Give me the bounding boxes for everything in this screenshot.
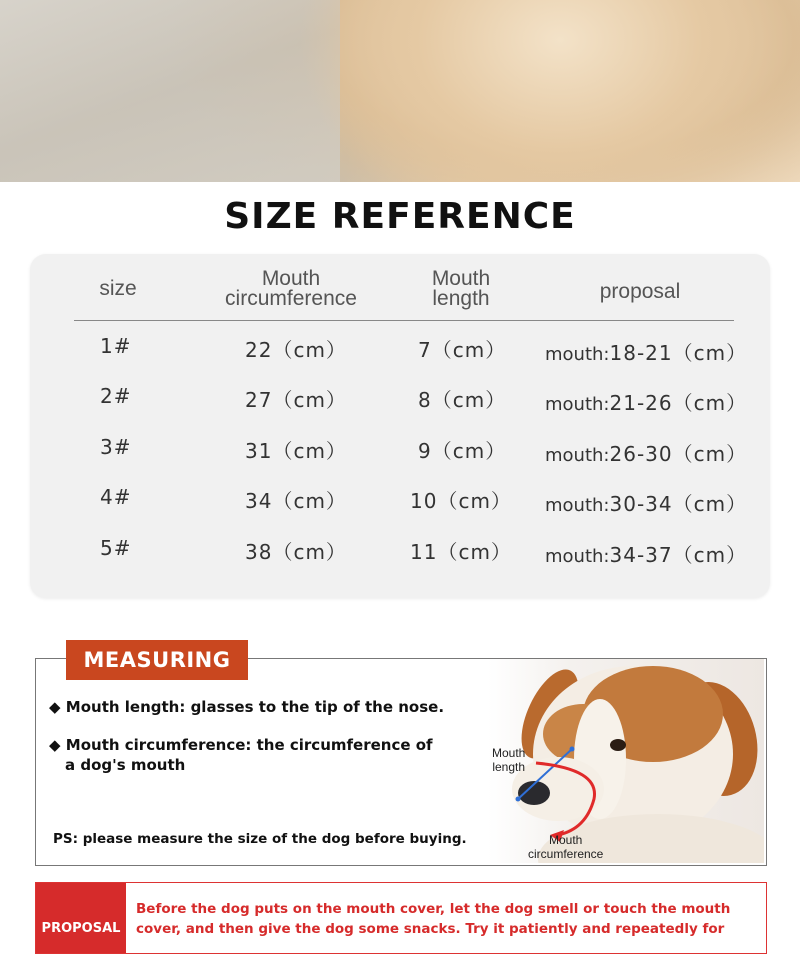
cell-mouth-label: mouth:: [545, 394, 610, 415]
header-divider: [74, 320, 734, 321]
size-table: [30, 254, 770, 598]
bullet-mouth-length: [49, 697, 444, 717]
cell-size: 2#: [100, 384, 132, 408]
cell-size: 1#: [100, 334, 132, 358]
header-length-line1: Mouth: [431, 267, 491, 290]
dog-measuring-diagram: [488, 659, 764, 863]
diagram-label-length-line2: length: [492, 760, 526, 774]
diamond-bullet-icon: ◆: [49, 698, 61, 716]
proposal-text: [136, 899, 760, 939]
diagram-label-circumference-line2: circumference: [528, 847, 604, 861]
cell-length: 10（cm）: [410, 489, 512, 513]
bullet-mouth-circumference: [49, 735, 433, 755]
cell-proposal: 34-37（cm）: [609, 543, 748, 567]
cell-length: 9（cm）: [418, 439, 507, 463]
cell-size: 5#: [100, 536, 132, 560]
bullet-mouth-length-text: Mouth length: glasses to the tip of the nose.: [65, 698, 445, 716]
header-proposal: proposal: [599, 280, 681, 303]
cell-length: 8（cm）: [418, 388, 507, 412]
header-size: size: [99, 277, 137, 300]
ground-texture: [0, 0, 340, 182]
cell-circumference: 31（cm）: [245, 439, 347, 463]
ps-note: PS: please measure the size of the dog before buying.: [53, 831, 467, 847]
bullet-mouth-circumference-cont: a dog's mouth: [65, 756, 186, 774]
diagram-label-length-line1: Mouth: [492, 746, 526, 760]
cell-mouth-label: mouth:: [545, 546, 610, 567]
cell-length: 7（cm）: [418, 338, 507, 362]
cell-proposal: 21-26（cm）: [609, 391, 748, 415]
diagram-label-circumference-line1: Mouth: [549, 833, 583, 847]
header-circumference-line2: circumference: [225, 287, 357, 310]
header-circumference-line1: Mouth: [261, 267, 321, 290]
measuring-tag: MEASURING: [66, 640, 248, 680]
proposal-tag: PROPOSAL: [41, 921, 121, 936]
proposal-tag-bg: [36, 883, 126, 953]
cell-length: 11（cm）: [410, 540, 512, 564]
cell-mouth-label: mouth:: [545, 445, 610, 466]
cell-circumference: 22（cm）: [245, 338, 347, 362]
cell-size: 4#: [100, 485, 132, 509]
bullet-mouth-circumference-text: Mouth circumference: the circumference of: [65, 736, 433, 754]
proposal-text-line1: Before the dog puts on the mouth cover, let the dog smell or touch the mouth: [136, 901, 731, 917]
cell-circumference: 34（cm）: [245, 489, 347, 513]
cell-proposal: 26-30（cm）: [609, 442, 748, 466]
proposal-text-line2: cover, and then give the dog some snacks. Try it patiently and repeatedly for: [136, 921, 725, 937]
diagram-label-circumference: [528, 833, 603, 861]
page-title: SIZE REFERENCE: [224, 196, 576, 237]
cell-mouth-label: mouth:: [545, 344, 610, 365]
cell-mouth-label: mouth:: [545, 495, 610, 516]
diamond-bullet-icon: ◆: [49, 736, 61, 754]
cell-proposal: 18-21（cm）: [609, 341, 748, 365]
cell-circumference: 38（cm）: [245, 540, 347, 564]
dog-photo-banner: [0, 0, 800, 182]
cell-proposal: 30-34（cm）: [609, 492, 748, 516]
cell-circumference: 27（cm）: [245, 388, 347, 412]
header-length-line2: length: [432, 287, 490, 310]
dog-fur-closeup: [300, 0, 800, 182]
cell-size: 3#: [100, 435, 132, 459]
diagram-label-length: [492, 746, 525, 774]
